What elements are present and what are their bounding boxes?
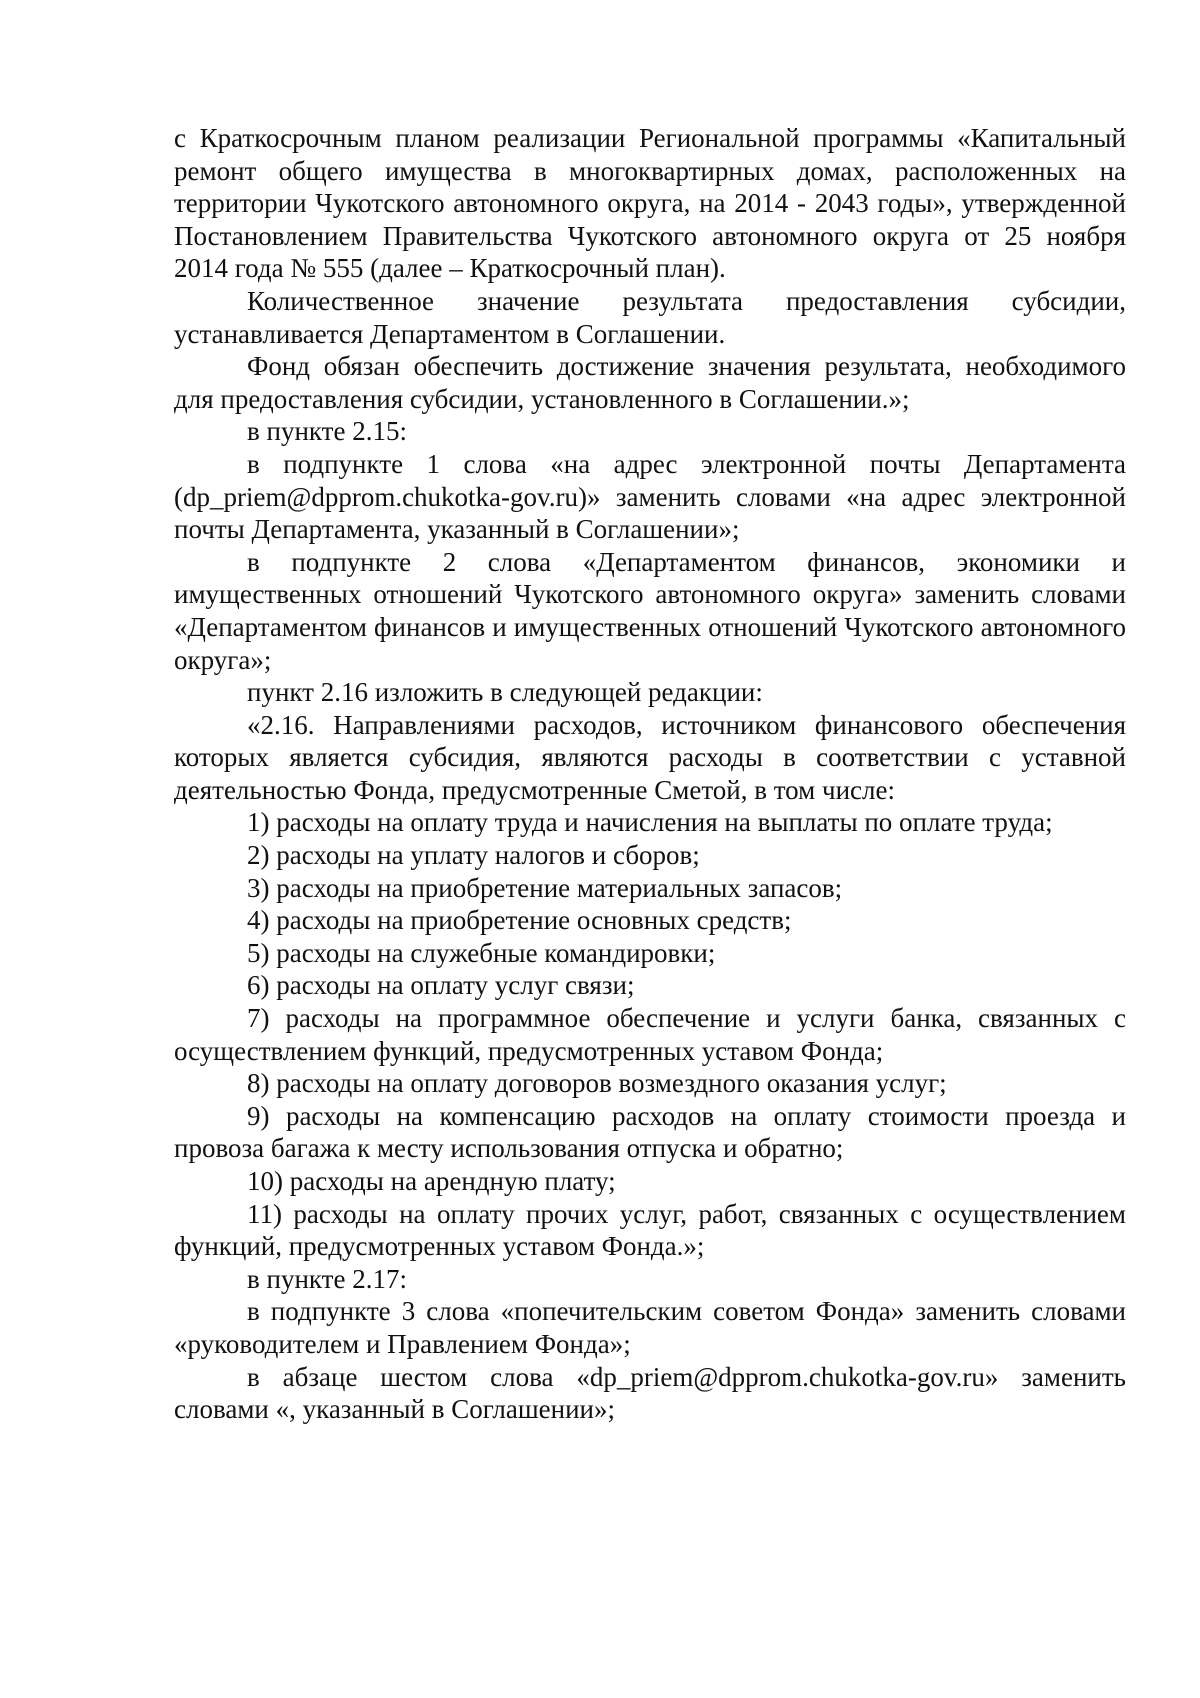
paragraph-clause-2-15: в пункте 2.15: — [247, 416, 407, 447]
paragraph-fund-obligation: Фонд обязан обеспечить достижение значения результата, необходимого для предоставления субсидии, установленного в Соглашении.»; — [174, 351, 1126, 414]
list-item-expense-11: 11) расходы на оплату прочих услуг, работ, связанных с осуществлением функций, предусмотренных уставом Фонда.»; — [174, 1198, 1126, 1262]
paragraph-subclause-1: в подпункте 1 слова «на адрес электронной почты Департамента (dp_priem@dpprom.chukotka-gov.ru)» заменить словами «на адрес электронной почты Департамента, указанный в Соглашении»; — [174, 448, 1126, 545]
list-item-expense-9: 9) расходы на компенсацию расходов на оплату стоимости проезда и провоза багажа к месту использования отпуска и обратно; — [174, 1100, 1126, 1164]
paragraph-clause-2-16-intro: пункт 2.16 изложить в следующей редакции: — [247, 677, 763, 708]
paragraph-clause-2-16-text: «2.16. Направлениями расходов, источником финансового обеспечения которых является субсидия, являются расходы в соответствии с уставной деятельностью Фонда, предусмотренные Сметой, в том числе: — [174, 709, 1126, 805]
paragraph-subclause-2: в подпункте 2 слова «Департаментом финансов, экономики и имущественных отношений Чукотского автономного округа» заменить словами «Департаментом финансов и имущественных отношений Чукотского автономного округа»; — [174, 546, 1126, 675]
list-item-expense-1: 1) расходы на оплату труда и начисления на выплаты по оплате труда; — [247, 807, 1053, 838]
list-item-expense-8: 8) расходы на оплату договоров возмездного оказания услуг; — [247, 1068, 947, 1099]
paragraph-clause-2-17: в пункте 2.17: — [247, 1263, 407, 1294]
paragraph-result-value: Количественное значение результата предоставления субсидии, устанавливается Департаментом в Соглашении. — [174, 285, 1126, 349]
document-body — [174, 122, 1126, 1426]
list-item-expense-2: 2) расходы на уплату налогов и сборов; — [247, 840, 700, 871]
list-item-expense-5: 5) расходы на служебные командировки; — [247, 937, 716, 968]
list-item-expense-7: 7) расходы на программное обеспечение и услуги банка, связанных с осуществлением функций, предусмотренных уставом Фонда; — [174, 1003, 1126, 1066]
list-item-expense-6: 6) расходы на оплату услуг связи; — [247, 970, 635, 1001]
list-item-expense-3: 3) расходы на приобретение материальных запасов; — [247, 872, 843, 903]
paragraph-2-17-sixth-abzac: в абзаце шестом слова «dp_priem@dpprom.chukotka-gov.ru» заменить словами «, указанный в Соглашении»; — [174, 1361, 1126, 1425]
list-item-expense-10: 10) расходы на арендную плату; — [247, 1166, 616, 1196]
paragraph-2-17-subclause-3: в подпункте 3 слова «попечительским советом Фонда» заменить словами «руководителем и Правлением Фонда»; — [174, 1296, 1126, 1359]
paragraph-short-term-plan: с Краткосрочным планом реализации Региональной программы «Капитальный ремонт общего имущества в многоквартирных домах, расположенных на территории Чукотского автономного округа, на 2014 - 2043 годы», утвержденной Постановлением Правительства Чукотского автономного округа от 25 ноября 2014 года № 555 (далее – Краткосрочный план). — [174, 123, 1126, 284]
list-item-expense-4: 4) расходы на приобретение основных средств; — [247, 905, 792, 936]
